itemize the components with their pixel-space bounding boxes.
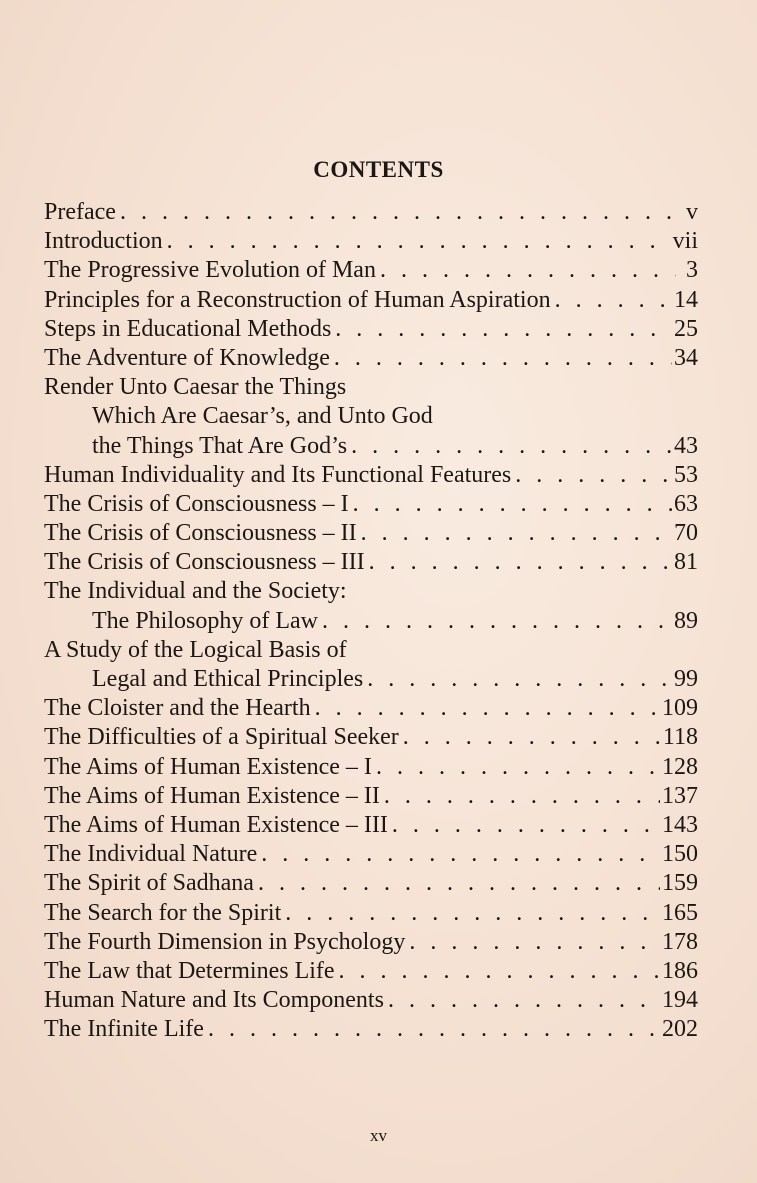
toc-entry-page: 53 [674, 461, 698, 488]
toc-entry-title: Introduction [44, 228, 163, 255]
toc-entry-title: The Search for the Spirit [44, 899, 282, 926]
toc-entry [44, 753, 698, 782]
toc-entry [44, 665, 698, 694]
toc-entry-title: The Difficulties of a Spiritual Seeker [44, 724, 399, 751]
dot-leader [322, 607, 672, 636]
toc-entry-page: 63 [674, 490, 698, 517]
toc-entry-page: 3 [686, 257, 698, 284]
toc-entry-page: v [686, 199, 698, 225]
toc-entry [44, 577, 698, 606]
toc-entry-page: 70 [674, 520, 698, 547]
toc-entry [44, 694, 698, 723]
toc-entry-page: vii [672, 228, 698, 255]
toc-entry-title: Which Are Caesar’s, and Unto God [92, 403, 433, 430]
toc-entry-page: 150 [662, 841, 698, 868]
toc-entry [44, 723, 698, 752]
dot-leader [380, 256, 676, 285]
toc-entry-title: Preface [44, 199, 116, 225]
toc-entry [44, 1015, 698, 1044]
toc-entry [44, 782, 698, 811]
toc-entry-title: The Cloister and the Hearth [44, 695, 311, 722]
dot-leader [258, 869, 660, 898]
toc-entry [44, 811, 698, 840]
toc-entry-title: A Study of the Logical Basis of [44, 636, 347, 663]
toc-entry-title: the Things That Are God’s [92, 432, 348, 459]
toc-entry-page: 202 [662, 1016, 698, 1043]
dot-leader [339, 957, 660, 986]
toc-entry [44, 227, 698, 256]
toc-entry [44, 519, 698, 548]
table-of-contents [44, 198, 698, 1044]
toc-entry [44, 373, 698, 402]
toc-entry-title: Human Nature and Its Components [44, 987, 384, 1014]
toc-entry-page: 99 [674, 666, 698, 692]
toc-entry [44, 607, 698, 636]
toc-entry-title: The Law that Determines Life [44, 957, 335, 984]
toc-entry-page: 165 [662, 899, 698, 926]
toc-entry [44, 869, 698, 898]
dot-leader [167, 227, 671, 256]
dot-leader [376, 753, 660, 782]
dot-leader [403, 723, 661, 752]
toc-entry-page: 143 [662, 811, 698, 838]
toc-entry-page: 194 [662, 987, 698, 1014]
toc-entry [44, 840, 698, 869]
toc-entry [44, 636, 698, 665]
dot-leader [353, 490, 672, 519]
dot-leader [285, 899, 660, 928]
dot-leader [392, 811, 660, 840]
dot-leader [515, 461, 672, 490]
toc-entry-title: Principles for a Reconstruction of Human Aspiration [44, 286, 551, 313]
dot-leader [261, 840, 660, 869]
toc-entry-title: The Aims of Human Existence – III [44, 811, 388, 838]
toc-entry-title: The Spirit of Sadhana [44, 870, 254, 897]
dot-leader [208, 1015, 660, 1044]
toc-entry-page: 34 [674, 344, 698, 371]
page-title: CONTENTS [313, 157, 444, 182]
dot-leader [120, 198, 676, 227]
toc-entry-title: The Infinite Life [44, 1016, 204, 1043]
dot-leader [555, 286, 672, 315]
dot-leader [367, 665, 672, 694]
toc-entry-page: 25 [674, 315, 698, 342]
toc-entry [44, 315, 698, 344]
toc-entry [44, 957, 698, 986]
toc-entry [44, 928, 698, 957]
toc-entry-title: Human Individuality and Its Functional Features [44, 461, 512, 488]
dot-leader [351, 432, 672, 461]
toc-entry-title: Legal and Ethical Principles [92, 666, 364, 692]
dot-leader [334, 344, 672, 373]
dot-leader [361, 519, 672, 548]
toc-entry-title: The Fourth Dimension in Psychology [44, 928, 406, 955]
toc-entry-title: The Aims of Human Existence – II [44, 782, 380, 809]
toc-entry-title: The Philosophy of Law [92, 607, 318, 634]
toc-entry-page: 137 [662, 782, 698, 809]
dot-leader [335, 315, 672, 344]
toc-entry [44, 986, 698, 1015]
toc-entry [44, 256, 698, 285]
toc-entry [44, 461, 698, 490]
toc-entry-page: 89 [674, 607, 698, 634]
toc-entry [44, 899, 698, 928]
dot-leader [369, 548, 672, 577]
dot-leader [384, 782, 660, 811]
toc-entry-page: 43 [674, 432, 698, 459]
dot-leader [388, 986, 660, 1015]
toc-entry-page: 109 [662, 695, 698, 722]
toc-entry-title: The Crisis of Consciousness – I [44, 490, 349, 517]
toc-entry-title: Steps in Educational Methods [44, 315, 332, 342]
toc-entry [44, 286, 698, 315]
toc-entry [44, 198, 698, 227]
toc-entry-title: The Individual and the Society: [44, 578, 347, 605]
toc-entry-page: 178 [662, 928, 698, 955]
toc-entry-page: 159 [662, 870, 698, 897]
toc-entry-title: Render Unto Caesar the Things [44, 374, 347, 401]
dot-leader [315, 694, 660, 723]
dot-leader [409, 928, 660, 957]
toc-entry-title: The Aims of Human Existence – I [44, 753, 372, 780]
page-number: xv [370, 1126, 387, 1145]
toc-entry-title: The Crisis of Consciousness – III [44, 549, 365, 576]
toc-entry-title: The Adventure of Knowledge [44, 344, 330, 371]
toc-entry-page: 186 [662, 957, 698, 984]
toc-entry [44, 432, 698, 461]
toc-entry-title: The Individual Nature [44, 841, 258, 868]
toc-entry [44, 402, 698, 431]
toc-entry-page: 128 [662, 753, 698, 780]
toc-entry-page: 81 [674, 549, 698, 576]
toc-entry [44, 490, 698, 519]
toc-entry [44, 548, 698, 577]
toc-entry [44, 344, 698, 373]
toc-entry-page: 118 [662, 724, 698, 751]
toc-entry-title: The Progressive Evolution of Man [44, 257, 376, 284]
toc-entry-title: The Crisis of Consciousness – II [44, 520, 357, 547]
toc-entry-page: 14 [674, 286, 698, 313]
